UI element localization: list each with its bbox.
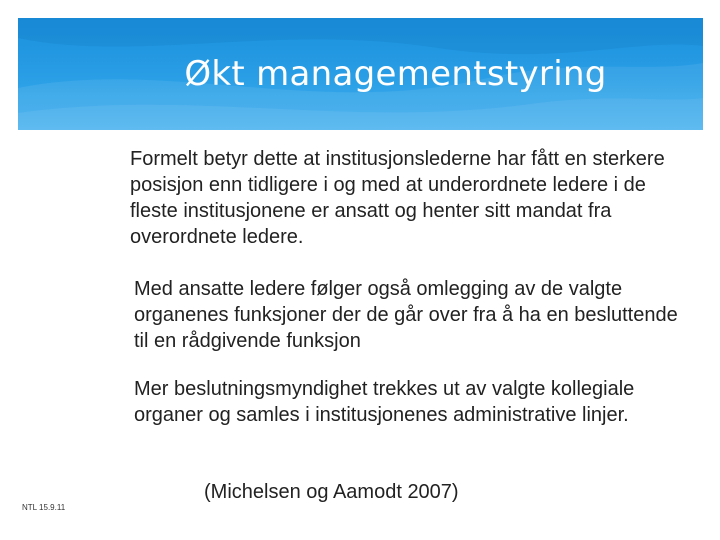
title-banner xyxy=(18,18,703,130)
citation: (Michelsen og Aamodt 2007) xyxy=(204,481,459,503)
paragraph-3: Mer beslutningsmyndighet trekkes ut av valgte kollegiale organer og samles i institusjonenes administrative linjer. xyxy=(134,378,635,426)
footer-date: NTL 15.9.11 xyxy=(22,503,66,512)
paragraph-1: Formelt betyr dette at institusjonslederne har fått en sterkere posisjon enn tidligere i og med at underordnete ledere i de fleste institusjonene er ansatt og henter sitt mandat fra overordnete ledere. xyxy=(130,148,665,248)
slide-title: Økt managementstyring xyxy=(184,54,607,94)
paragraph-2: Med ansatte ledere følger også omlegging av de valgte organenes funksjoner der de går over fra å ha en besluttende til en rådgivende funksjon xyxy=(134,278,678,352)
